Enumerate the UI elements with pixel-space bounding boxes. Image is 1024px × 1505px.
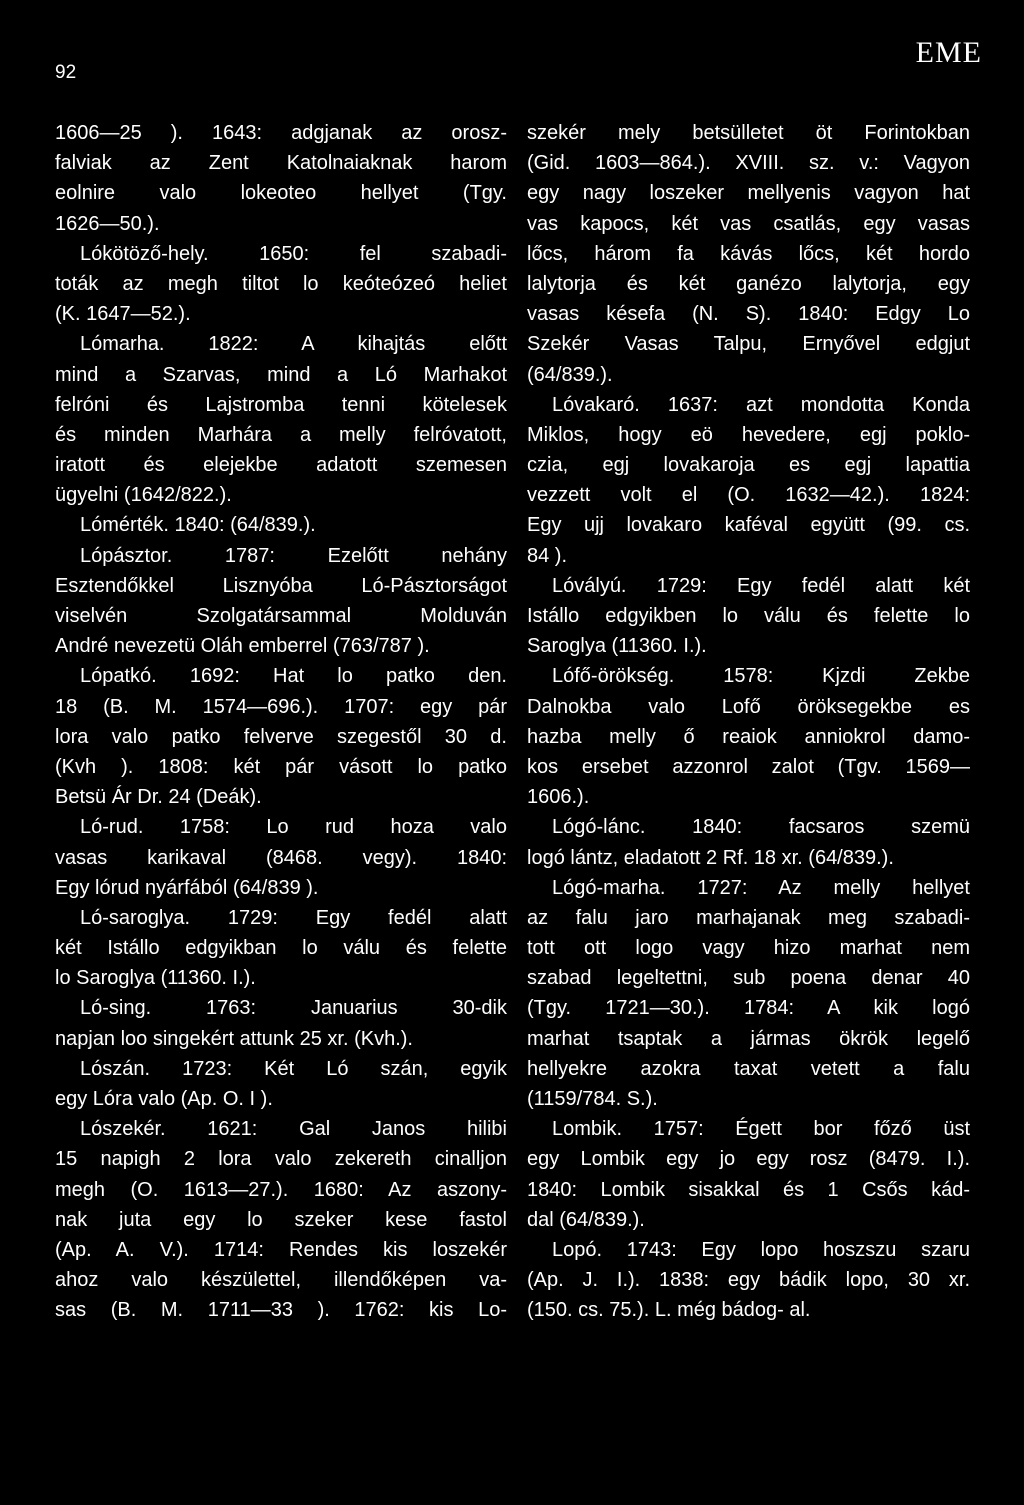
text-line: (150. cs. 75.). L. még bádog- al.: [527, 1299, 811, 1322]
text-line: Saroglya (11360. I.).: [527, 635, 707, 658]
text-line: hellyekre azokra taxat vetett a falu: [527, 1057, 970, 1080]
text-line: dal (64/839.).: [527, 1208, 645, 1231]
text-line: kos ersebet azzonrol zalot (Tgv. 1569—: [527, 755, 970, 778]
text-line: Szekér Vasas Talpu, Ernyővel edgjut: [527, 333, 970, 356]
left-column: [55, 118, 507, 1326]
text-line: Ló-rud. 1758: Lo rud hoza valo: [80, 816, 507, 839]
text-line: megh (O. 1613—27.). 1680: Az aszony-: [55, 1178, 507, 1201]
text-line: mind a Szarvas, mind a Ló Marhakot: [55, 363, 507, 386]
text-line: Lóvakaró. 1637: azt mondotta Konda: [552, 393, 970, 416]
text-line: egy Lóra valo (Ap. O. I ).: [55, 1088, 273, 1110]
text-line: szekér mely betsülletet öt Forintokban: [527, 122, 970, 144]
text-line: napjan loo singekért attunk 25 xr. (Kvh.).: [55, 1027, 413, 1050]
text-line: Lófő-örökség. 1578: Kjzdi Zekbe: [552, 665, 970, 688]
text-line: két Istállo edgyikban lo válu és felette: [55, 937, 507, 960]
text-line: Lóvályú. 1729: Egy fedél alatt két: [552, 574, 970, 597]
text-line: Lószekér. 1621: Gal Janos hilibi: [80, 1118, 507, 1141]
text-line: Istállo edgyikben lo válu és felette lo: [527, 605, 970, 627]
text-line: ahoz valo készülettel, illendőképen va-: [55, 1269, 507, 1292]
text-line: (K. 1647—52.).: [55, 303, 191, 326]
text-line: Lópásztor. 1787: Ezelőtt nehány: [80, 544, 507, 567]
text-line: Lopó. 1743: Egy lopo hoszszu szaru: [552, 1238, 970, 1261]
text-line: vezzett volt el (O. 1632—42.). 1824:: [527, 484, 970, 507]
text-line: tott ott logo vagy hizo marhat nem: [527, 937, 970, 960]
text-line: 1840: Lombik sisakkal és 1 Csős kád-: [527, 1178, 970, 1201]
text-line: iratott és elejekbe adatott szemesen: [55, 454, 507, 477]
text-line: lőcs, három fa kávás lőcs, két hordo: [527, 242, 970, 265]
text-line: Lókötöző-hely. 1650: fel szabadi-: [80, 242, 507, 265]
text-line: falviak az Zent Katolnaiaknak harom: [55, 152, 507, 175]
text-line: nak juta egy lo szeker kese fastol: [55, 1208, 507, 1231]
right-column: [527, 118, 970, 1326]
text-line: ügyelni (1642/822.).: [55, 484, 232, 507]
text-line: czia, egj lovakaroja es egj lapattia: [527, 454, 970, 477]
text-line: Egy ujj lovakaro kaféval együtt (99. cs.: [527, 514, 970, 537]
text-line: (Ap. J. I.). 1838: egy bádik lopo, 30 xr.: [527, 1269, 970, 1292]
text-line: eolnire valo lokeoteo hellyet (Tgy.: [55, 182, 507, 205]
text-line: sas (B. M. 1711—33 ). 1762: kis Lo-: [55, 1299, 507, 1322]
text-line: (64/839.).: [527, 363, 613, 386]
text-line: toták az megh tiltot lo keóteózeó heliet: [55, 272, 507, 295]
text-line: 18 (B. M. 1574—696.). 1707: egy pár: [55, 695, 507, 718]
text-line: Miklos, hogy eö hevedere, egj poklo-: [527, 423, 970, 446]
text-line: hazba melly ő reaiok anniokrol damo-: [527, 725, 970, 748]
text-line: 1606.).: [527, 786, 590, 809]
text-line: egy Lombik egy jo egy rosz (8479. I.).: [527, 1148, 970, 1171]
text-line: szabad legeltettni, sub poena denar 40: [527, 967, 970, 990]
text-line: (Ap. A. V.). 1714: Rendes kis loszekér: [55, 1238, 507, 1261]
text-line: vasas karikaval (8468. vegy). 1840:: [55, 846, 507, 869]
text-line: és minden Marhára a melly felróvatott,: [55, 423, 507, 446]
text-line: Lógó-lánc. 1840: facsaros szemü: [552, 816, 970, 839]
text-line: egy nagy loszeker mellyenis vagyon hat: [527, 182, 970, 205]
text-line: (1159/784. S.).: [527, 1088, 658, 1110]
text-line: (Tgy. 1721—30.). 1784: A kik logó: [527, 997, 970, 1020]
text-line: Lómarha. 1822: A kihajtás előtt: [80, 333, 507, 356]
text-line: Ló-sing. 1763: Januarius 30-dik: [80, 997, 507, 1020]
text-line: marhat tsaptak a jármas ökrök legelő: [527, 1027, 970, 1050]
text-line: vas kapocs, két vas csatlás, egy vasas: [527, 212, 970, 235]
text-line: Lógó-marha. 1727: Az melly hellyet: [552, 876, 970, 899]
text-line: logó lántz, eladatott 2 Rf. 18 xr. (64/839.).: [527, 846, 894, 869]
text-line: Lószán. 1723: Két Ló szán, egyik: [80, 1057, 507, 1080]
text-line: viselvén Szolgatársammal Molduván: [55, 605, 507, 627]
text-line: Dalnokba valo Lofő öröksegekbe es: [527, 695, 970, 718]
text-line: Lómérték. 1840: (64/839.).: [80, 514, 316, 537]
text-line: Ló-saroglya. 1729: Egy fedél alatt: [80, 906, 507, 929]
running-header: EME: [915, 36, 982, 69]
text-line: André nevezetü Oláh emberrel (763/787 ).: [55, 635, 430, 658]
text-line: vasas késefa (N. S). 1840: Edgy Lo: [527, 303, 970, 326]
text-line: 15 napigh 2 lora valo zekereth cinalljon: [55, 1148, 507, 1171]
text-line: Esztendőkkel Lisznyóba Ló-Pásztorságot: [55, 574, 507, 597]
text-line: 1626—50.).: [55, 212, 160, 235]
text-line: az falu jaro marhajanak meg szabadi-: [527, 906, 970, 929]
text-line: lalytorja és két ganézo lalytorja, egy: [527, 272, 970, 295]
text-line: lo Saroglya (11360. I.).: [55, 967, 256, 990]
text-line: 84 ).: [527, 544, 568, 567]
text-line: (Gid. 1603—864.). XVIII. sz. v.: Vagyon: [527, 152, 970, 175]
text-line: Egy lórud nyárfából (64/839 ).: [55, 876, 319, 899]
page-number: 92: [55, 62, 77, 83]
text-line: 1606—25 ). 1643: adgjanak az orosz-: [55, 122, 507, 144]
text-line: felróni és Lajstromba tenni kötelesek: [55, 393, 507, 416]
text-line: Lópatkó. 1692: Hat lo patko den.: [80, 665, 507, 688]
text-line: lora valo patko felverve szegestől 30 d.: [55, 725, 507, 748]
text-line: Lombik. 1757: Égett bor főző üst: [552, 1118, 970, 1141]
text-line: (Kvh ). 1808: két pár vásott lo patko: [55, 755, 507, 778]
text-line: Betsü Ár Dr. 24 (Deák).: [55, 786, 262, 809]
